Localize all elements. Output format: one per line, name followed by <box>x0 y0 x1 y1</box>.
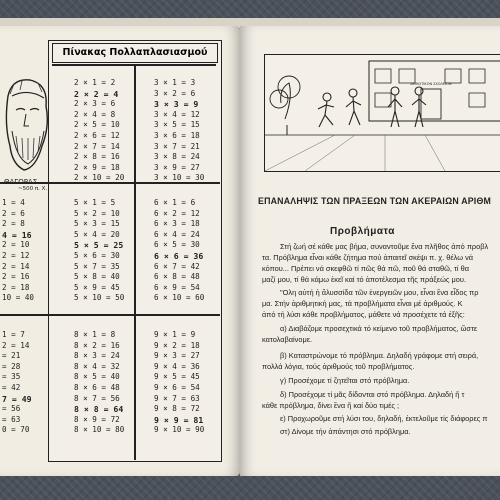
paragraph-line: κόπου... Πρέπει νά σκεφθῶ τί πῶς θά πῶ, ποῦ θά σταθῶ, τί θα <box>262 264 469 273</box>
table-block-5: 5 × 1 = 5 5 × 2 = 10 5 × 3 = 15 5 × 4 = 20 5 × 5 = 25 5 × 6 = 30 5 × 7 = 35 5 × 8 = 40 5 × 9 = 45 5 × 10 = 50 <box>74 198 125 303</box>
paragraph-line: μα. Στήν ἀριθμητική μας, τά προβλήματα εἶναι μέ ἀριθμούς. Κ <box>262 299 463 308</box>
section-heading: ΕΠΑΝΑΛΗΨΙΣ ΤΩΝ ΠΡΑΞΕΩΝ ΤΩΝ ΑΚΕΡΑΙΩΝ ΑΡΙΘΜ <box>258 196 492 206</box>
table-divider <box>0 314 220 316</box>
table-block-3: 3 × 1 = 3 3 × 2 = 6 3 × 3 = 9 3 × 4 = 12 3 × 5 = 15 3 × 6 = 18 3 × 7 = 21 3 × 8 = 24 3 × 9 = 27 3 × 10 = 30 <box>154 78 205 183</box>
table-block-9: 9 × 1 = 9 9 × 2 = 18 9 × 3 = 27 9 × 4 = 36 9 × 5 = 45 9 × 6 = 54 9 × 7 = 63 9 × 8 = 72 9 × 9 = 81 9 × 10 = 90 <box>154 330 205 435</box>
table-block-6: 6 × 1 = 6 6 × 2 = 12 6 × 3 = 18 6 × 4 = 24 6 × 5 = 30 6 × 6 = 36 6 × 7 = 42 6 × 8 = 48 6 × 9 = 54 6 × 10 = 60 <box>154 198 205 303</box>
table-block-7-clipped: 1 = 7 2 = 14 = 21 = 28 = 35 = 42 7 = 49 = 56 = 63 0 = 70 <box>2 330 32 435</box>
table-divider <box>52 64 216 66</box>
school-sign: ΔΗΜΟΤΙΚΟΝ ΣΧΟΛΕΙΟΝ <box>410 82 452 86</box>
table-divider <box>134 64 136 460</box>
list-item: στ) Δίνομε τήν ἀπάντησι στό πρόβλημα. <box>280 427 411 436</box>
paragraph-line: Στή ζωή σέ κάθε μας βήμα, συναντοῦμε ἕνα πλῆθος ἀπό προβλ <box>280 242 489 251</box>
list-item: α) Διαβάζομε προσεχτικά τό κείμενο τοῦ προβλήματος, ὥστε <box>280 324 478 333</box>
paragraph-line: "Ολη αὐτή ἡ ἅλυσσίδα τῶν ἐνεργειῶν μου, εἶναι ἕνα εἶδος πρ <box>280 288 479 297</box>
table-title: Πίνακας Πολλαπλασιασμού <box>52 43 218 63</box>
list-item-continued: κατολαβαίνομε. <box>262 335 313 344</box>
paragraph-line: τα. Πρόβλημα εἶναι κάθε ζήτημα πού ἀπαιτεῖ σκέψι π. χ. θέλω νά <box>262 253 474 262</box>
table-block-2: 2 × 1 = 2 2 × 2 = 4 2 × 3 = 6 2 × 4 = 8 2 × 5 = 10 2 × 6 = 12 2 × 7 = 14 2 × 8 = 16 2 × 9 = 18 2 × 10 = 20 <box>74 78 125 183</box>
list-item-continued: πολλά λόγια, τούς ἀριθμούς τοῦ προβλήματος. <box>262 362 415 371</box>
portrait-caption-date: ~500 π. Χ. <box>18 186 48 192</box>
table-block-8: 8 × 1 = 8 8 × 2 = 16 8 × 3 = 24 8 × 4 = 32 8 × 5 = 40 8 × 6 = 48 8 × 7 = 56 8 × 8 = 64 8 × 9 = 72 8 × 10 = 80 <box>74 330 125 435</box>
list-item: ε) Προχωροῦμε στή λύσι του, δηλαδή, ἐκτελοῦμε τίς διάφορες π <box>280 414 488 423</box>
list-item: β) Καταστρώνομε τό πρόβλημα. Δηλαδή γράφομε στή σειρά, <box>280 351 479 360</box>
list-item-continued: κάθε πρόβλημα, δίνει ἕνα ἤ καί δύο τιμές ; <box>262 401 400 410</box>
list-item: γ) Προσέχομε τί ζητεῖται στό πρόβλημα. <box>280 376 410 385</box>
list-item: δ) Προσέχομε τί μᾶς δίδονται στό πρόβλημα. Δηλαδή ἤ τ <box>280 390 465 399</box>
schoolyard-illustration <box>264 54 500 172</box>
table-block-4-clipped: 1 = 4 2 = 6 2 = 8 4 = 16 2 = 10 2 = 12 2 = 14 2 = 16 2 = 18 10 = 40 <box>2 198 35 303</box>
paragraph-line: μαζί μου, τί θά κάμω ἐκεῖ καί τό ἀποτέλεσμα τῆς πράξεώς μου. <box>262 275 466 284</box>
pythagoras-portrait-icon <box>2 76 52 174</box>
paragraph-line: ἀπό τή λύσι κάθε προβλήματος, μάθετε νά προσέχετε τά ἑξῆς: <box>262 310 465 319</box>
section-subheading: Προβλήματα <box>330 226 395 237</box>
